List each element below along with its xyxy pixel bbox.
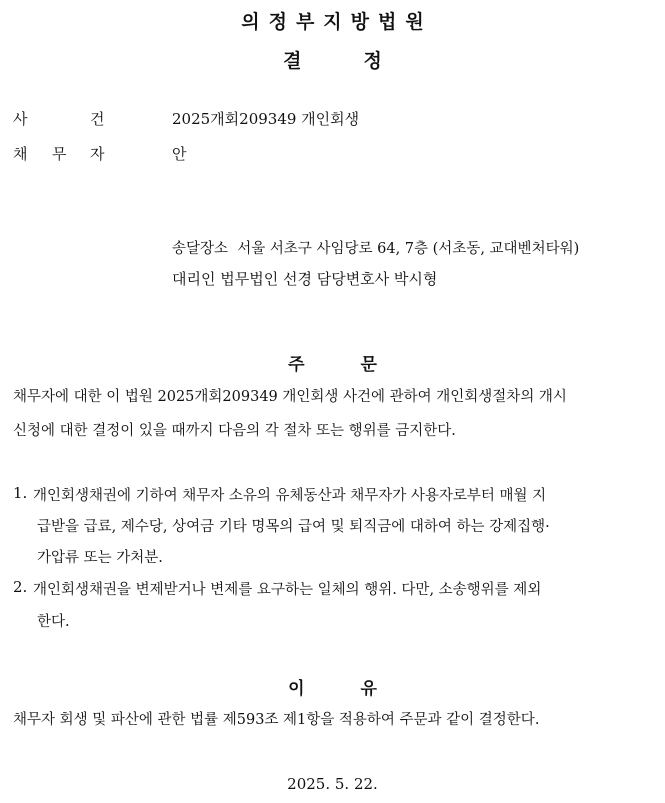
reason-text: 채무자 회생 및 파산에 관한 법률 제593조 제1항을 적용하여 주문과 같이 결정한다.: [13, 712, 540, 728]
order-heading-right: 문: [360, 355, 377, 375]
title-char-left: 결: [283, 50, 302, 72]
debtor-label-char-3: 자: [90, 145, 105, 163]
service-address: [172, 237, 579, 258]
order-intro-line-1: 채무자에 대한 이 법원 2025개회209349 개인회생 사건에 관하여 개인회생절차의 개시: [13, 389, 567, 405]
order-item-1-line-3: 가압류 또는 가처분.: [37, 550, 163, 566]
decision-date: 2025. 5. 22.: [287, 775, 378, 793]
order-item-2-number: 2.: [13, 578, 28, 596]
debtor-label-char-1: 채: [13, 145, 28, 163]
order-intro-line-2: 신청에 대한 결정이 있을 때까지 다음의 각 절차 또는 행위를 금지한다.: [13, 423, 456, 439]
order-item-2-line-2: 한다.: [37, 614, 70, 630]
reason-heading-left: 이: [288, 679, 305, 699]
case-label-char-2: 건: [90, 110, 105, 128]
case-label-char-1: 사: [13, 110, 28, 128]
order-item-2-line-1: 개인회생채권을 변제받거나 변제를 요구하는 일체의 행위. 다만, 소송행위를 제외: [33, 582, 542, 598]
debtor-name-value: 안: [172, 145, 187, 163]
order-heading-left: 주: [288, 355, 305, 375]
case-number-value: 2025개회209349 개인회생: [172, 110, 360, 128]
legal-agent: 대리인 법무법인 선경 담당변호사 박시형: [172, 270, 438, 288]
reason-heading: [0, 674, 665, 699]
title-char-right: 정: [363, 50, 382, 72]
order-item-1-line-2: 급받을 급료, 제수당, 상여금 기타 명목의 급여 및 퇴직금에 대하여 하는 강제집행·: [37, 519, 550, 535]
court-name: 의정부지방법원: [241, 11, 433, 33]
service-address-value: 서울 서초구 사임당로 64, 7층 (서초동, 교대벤처타워): [237, 241, 580, 257]
reason-heading-right: 유: [360, 679, 377, 699]
debtor-label-char-2: 무: [52, 145, 67, 163]
order-item-1-number: 1.: [13, 484, 28, 502]
document-title: [0, 46, 665, 73]
order-heading: [0, 350, 665, 375]
service-address-label: 송달장소: [172, 241, 229, 257]
order-item-1-line-1: 개인회생채권에 기하여 채무자 소유의 유체동산과 채무자가 사용자로부터 매월 지: [33, 488, 547, 504]
